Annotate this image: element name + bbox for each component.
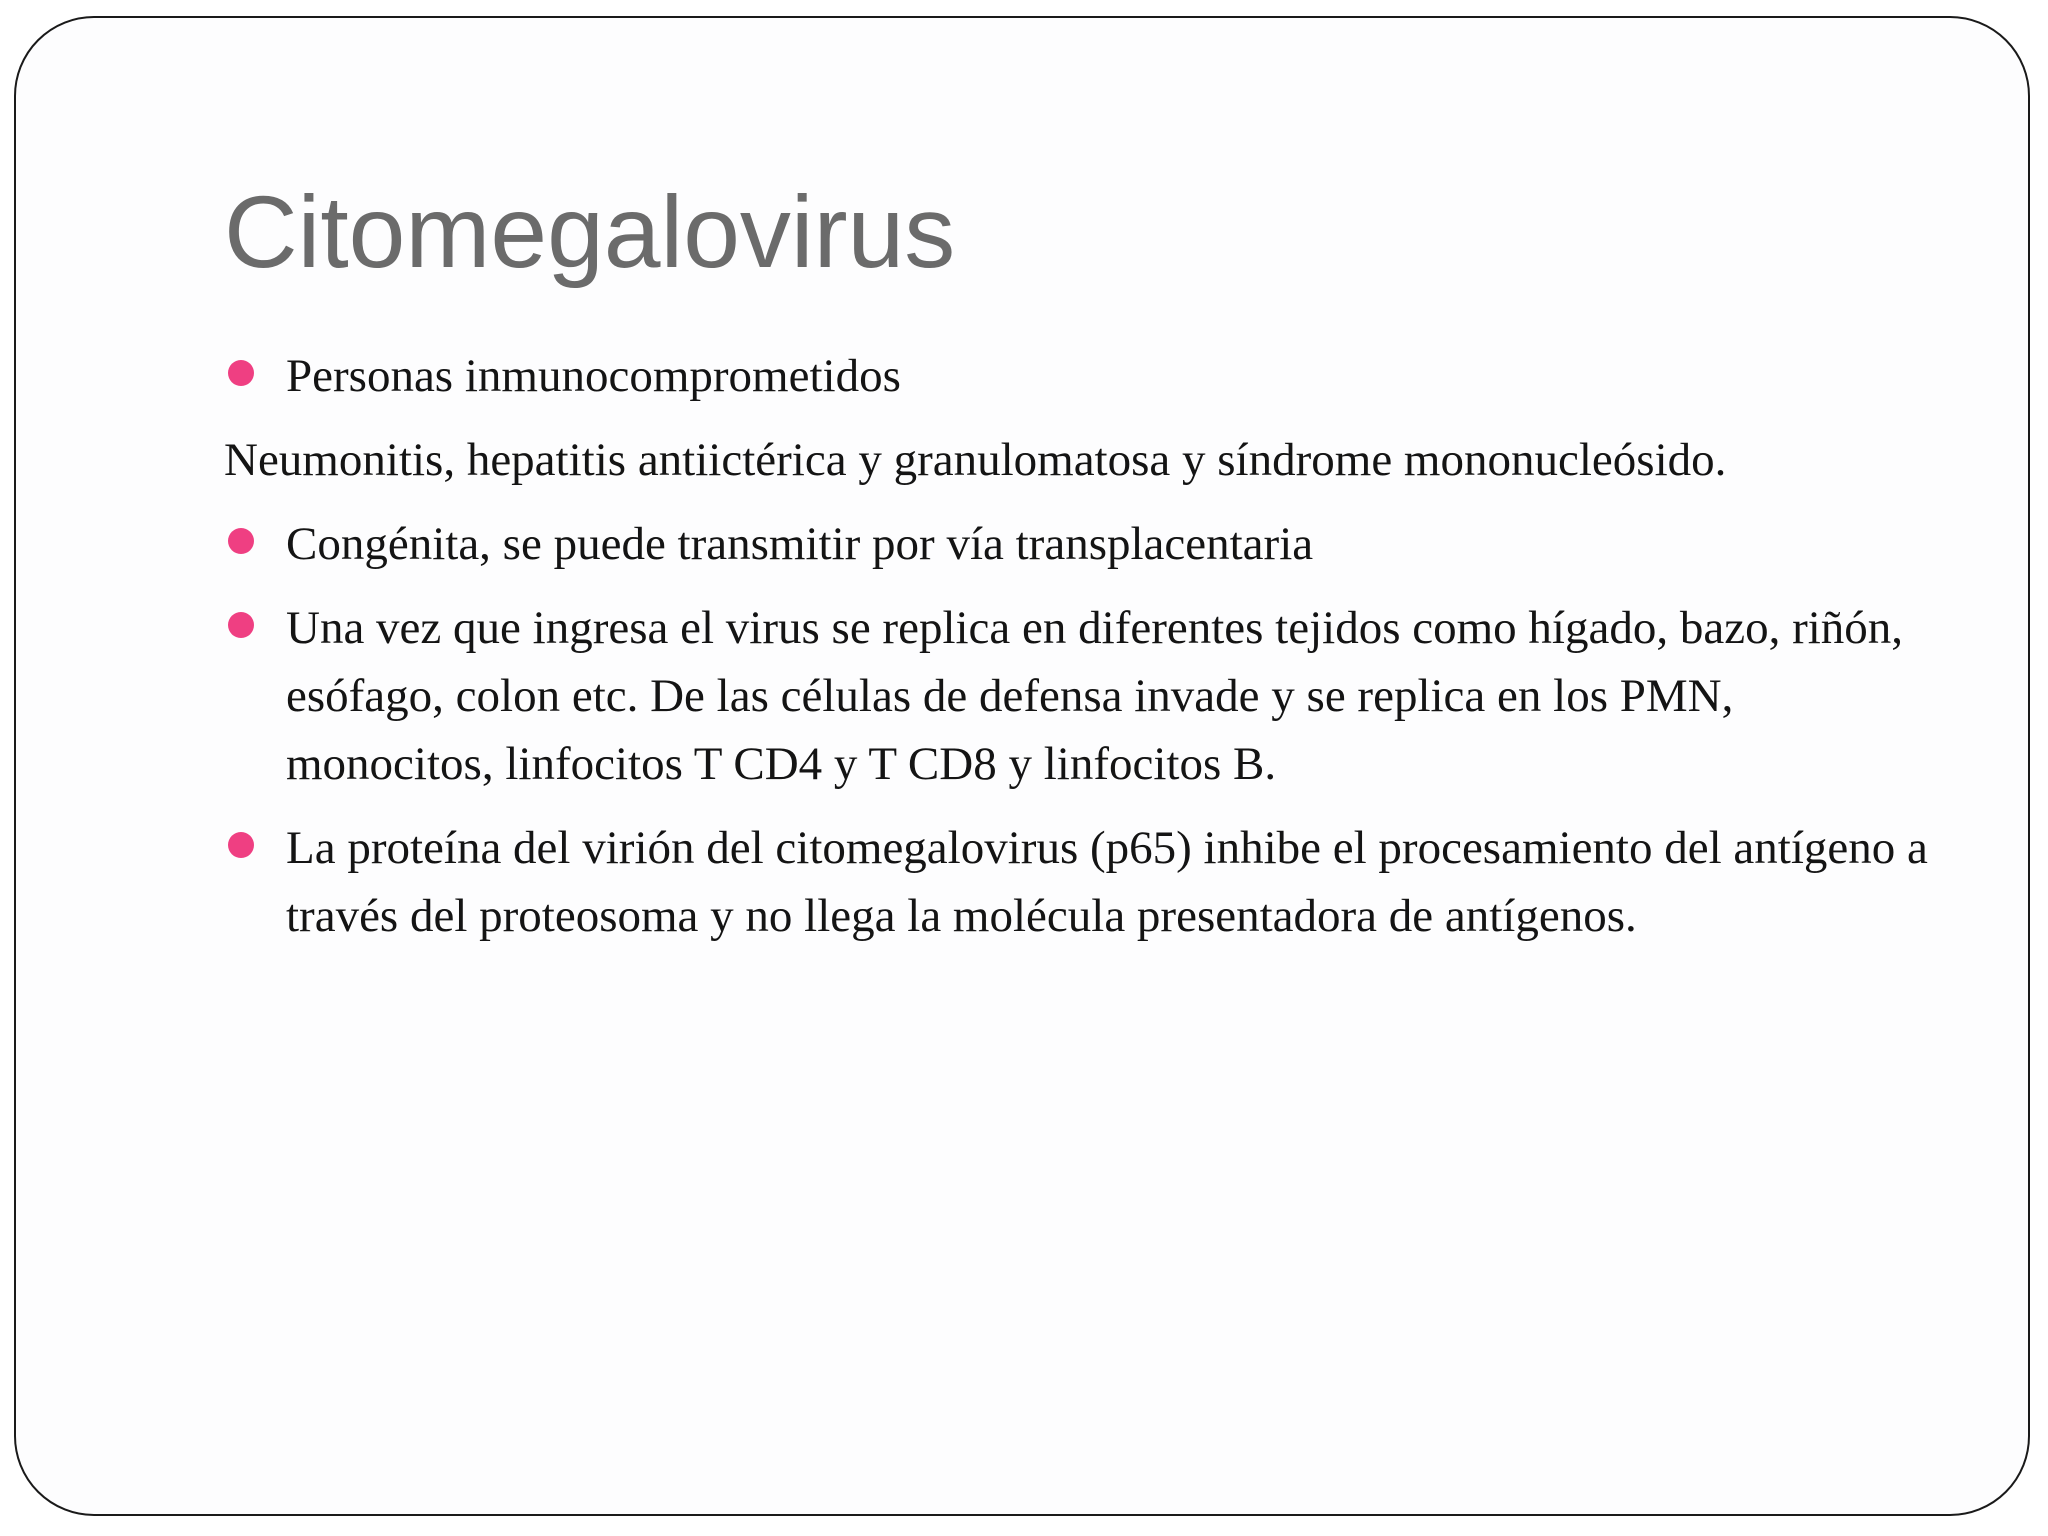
bullet-dot-icon <box>228 832 254 858</box>
bullet-dot-icon <box>228 528 254 554</box>
plain-text-item <box>224 426 1944 494</box>
bullet-item <box>224 594 1944 798</box>
bullet-text: La proteína del virión del citomegalovirus (p65) inhibe el procesamiento del antígeno a través del proteosoma y no llega la molécula presentadora de antígenos. <box>286 822 1928 942</box>
bullet-text: Personas inmunocomprometidos <box>286 350 901 402</box>
bullet-item <box>224 342 1944 410</box>
slide-title: Citomegalovirus <box>224 175 956 289</box>
bullet-item <box>224 814 1944 950</box>
plain-text: Neumonitis, hepatitis antiictérica y granulomatosa y síndrome mononucleósido. <box>224 434 1727 486</box>
bullet-dot-icon <box>228 612 254 638</box>
bullet-text: Congénita, se puede transmitir por vía transplacentaria <box>286 518 1314 570</box>
bullet-item <box>224 510 1944 578</box>
bullet-dot-icon <box>228 360 254 386</box>
bullet-text: Una vez que ingresa el virus se replica en diferentes tejidos como hígado, bazo, riñón, esófago, colon etc. De las células de defensa invade y se replica en los PMN, monocitos, linfocitos T CD4 y T CD8 y linfocitos B. <box>286 602 1904 790</box>
slide-content <box>224 342 1944 950</box>
